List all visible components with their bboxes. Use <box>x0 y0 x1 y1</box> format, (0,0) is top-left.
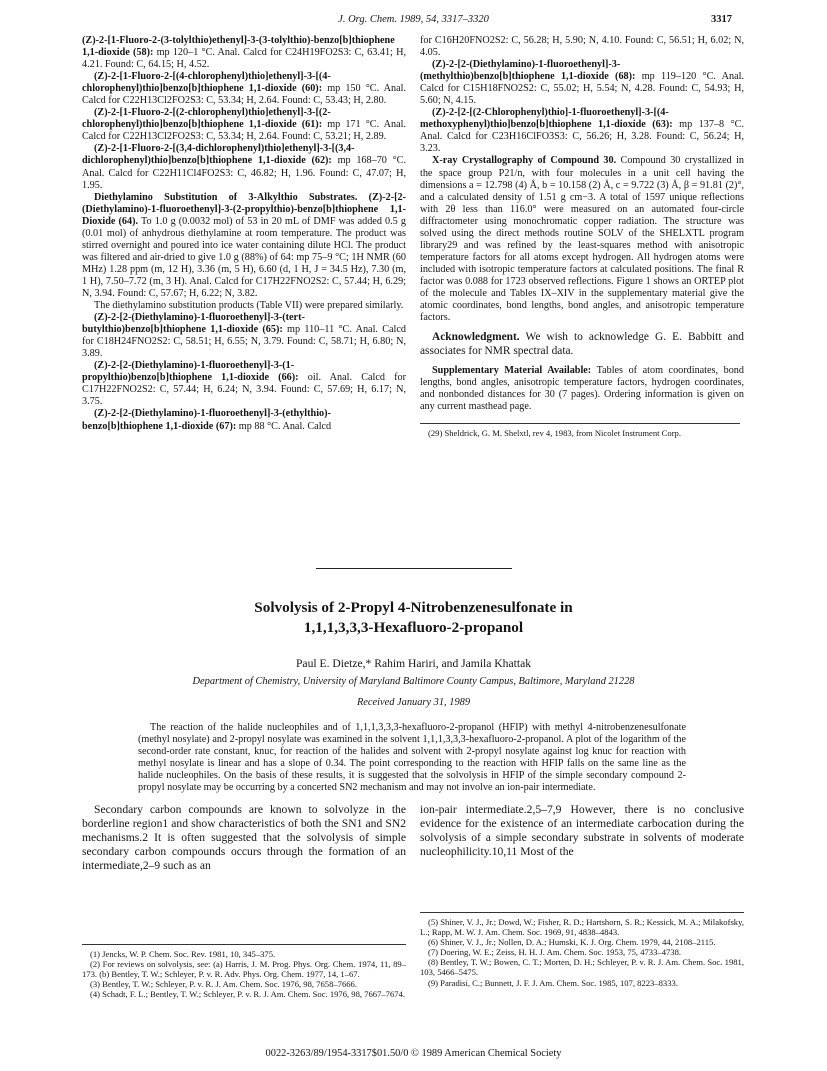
footnote-9: (9) Paradisi, C.; Bunnett, J. F. J. Am. Chem. Soc. 1985, 107, 8223–8333. <box>428 977 678 988</box>
footnote-rule-left <box>82 944 406 945</box>
footnote-2: (2) For reviews on solvolysis, see: (a) Harris, J. M. Prog. Phys. Org. Chem. 1974, 11, 89–173. (b) Bentley, T. W.; Schleyer, P. v. R. Adv. Phys. Org. Chem. 1977, 14, 1–67. <box>82 959 406 980</box>
article-abstract: The reaction of the halide nucleophiles and of 1,1,1,3,3,3-hexafluoro-2-propanol (HFIP) with methyl 4-nitrobenzenesulfonate (methyl nosylate) and 2-propyl nosylate was examined in the solvent 1,1,1,3,3,3-hexafluoro-2-propanol. A plot of the logarithm of the second-order rate constant, knuc, for reaction of the halides and solvent with 2-propyl nosylate against log knuc for reaction with methyl nosylate is linear and has a slope of 0.34. The point corresponding to the reaction with HFIP falls on the same line as the halide nucleophiles. On the basis of these results, it is suggested that the solvolysis in HFIP of the simple secondary compound 2-propyl nosylate may be occurring by a concerted SN2 mechanism and may not involve an ion-pair intermediate. <box>138 722 686 794</box>
compound-60-data: mp 150 °C. Anal. Calcd for C22H13Cl2FO2S3: C, 53.34; H, 2.64. Found: C, 53.43; H, 2.80. <box>82 83 407 107</box>
right-column <box>420 35 744 438</box>
compound-66-name: (Z)-2-[2-(Diethylamino)-1-fluoroethenyl]-3-(1-propylthio)benzo[b]thiophene 1,1-dioxide (66): <box>82 360 299 384</box>
compound-63-name: (Z)-2-[2-[(2-Chlorophenyl)thio]-1-fluoroethenyl]-3-[(4-methoxyphenyl)thio]benzo[b]thiophene 1,1-dioxide (63): <box>420 107 673 131</box>
acknowledgment-heading: Acknowledgment. <box>432 331 520 344</box>
footnote-4: (4) Schadt, F. L.; Bentley, T. W.; Schleyer, P. v. R. J. Am. Chem. Soc. 1976, 98, 7667–7674. <box>90 989 406 1000</box>
compound-61-name: (Z)-2-[1-Fluoro-2-[(2-chlorophenyl)thio]ethenyl]-3-[(2-chlorophenyl)thio]benzo[b]thiophene 1,1-dioxide (61): <box>82 107 331 131</box>
xray-heading: X-ray Crystallography of Compound 30. <box>432 155 617 167</box>
footnote-5: (5) Shiner, V. J., Jr.; Dowd, W.; Fisher, R. D.; Hartshorn, S. R.; Kessick, M. A.; Milakofsky, L.; Rapp, M. W. J. Am. Chem. Soc. 1969, 91, 4838–4843. <box>420 917 744 938</box>
footnotes-right <box>420 917 744 988</box>
compound-67-data-cont: for C16H20FNO2S2: C, 56.28; H, 5.90; N, 4.10. Found: C, 56.51; H, 6.02; N, 4.05. <box>420 35 744 59</box>
body-left-text: Secondary carbon compounds are known to solvolyze in the borderline region1 and show characteristics of both the SN1 and SN2 mechanisms.2 It is often suggested that the solvolysis of simple secondary carbon compounds occurs through the formation of an intermediate,2–9 such as an <box>82 803 406 872</box>
body-right <box>420 803 744 859</box>
compound-58-name: (Z)-2-[1-Fluoro-2-(3-tolylthio)ethenyl]-3-(3-tolylthio)-benzo[b]thiophene 1,1-dioxide (58): <box>82 35 395 59</box>
compound-68-name: (Z)-2-[2-(Diethylamino)-1-fluoroethenyl]-3-(methylthio)benzo[b]thiophene 1,1-dioxide (68): <box>420 59 636 83</box>
footnote-8: (8) Bentley, T. W.; Bowen, C. T.; Morten, D. H.; Schleyer, P. v. R. J. Am. Chem. Soc. 1981, 103, 5466–5475. <box>420 957 744 978</box>
paragraph-table-vii: The diethylamino substitution products (Table VII) were prepared similarly. <box>94 300 404 312</box>
compound-65-name: (Z)-2-[2-(Diethylamino)-1-fluoroethenyl]-3-(tert-butylthio)benzo[b]thiophene 1,1-dioxide (65): <box>82 312 305 336</box>
body-left <box>82 803 406 873</box>
compound-62-data: mp 168–70 °C. Anal. Calcd for C22H11Cl4FO2S3: C, 46.82; H, 1.96. Found: C, 47.07; H, 1.95. <box>82 155 407 191</box>
running-header: J. Org. Chem. 1989, 54, 3317–3320 <box>338 14 489 25</box>
compound-68-data: mp 119–120 °C. Anal. Calcd for C15H18FNO2S2: C, 55.02; H, 5.54; N, 4.28. Found: C, 54.93; H, 5.60; N, 4.15. <box>420 71 744 107</box>
compound-60-name: (Z)-2-[1-Fluoro-2-[(4-chlorophenyl)thio]ethenyl]-3-[(4-chlorophenyl)thio]benzo[b]thiophene 1,1-dioxide (60): <box>82 71 331 95</box>
left-column <box>82 35 406 433</box>
acknowledgment-text: We wish to acknowledge G. E. Babbitt and associates for NMR spectral data. <box>420 331 744 357</box>
footnote-7: (7) Doering, W. E.; Zeiss, H. H. J. Am. Chem. Soc. 1953, 75, 4733–4738. <box>428 947 682 958</box>
page-footer: 0022-3263/89/1954-3317$01.50/0 © 1989 American Chemical Society <box>265 1048 562 1059</box>
footnote-29: (29) Sheldrick, G. M. Shelxtl, rev 4, 1983, from Nicolet Instrument Corp. <box>428 428 681 439</box>
article-authors: Paul E. Dietze,* Rahim Hariri, and Jamila Khattak <box>295 657 532 670</box>
compound-64-procedure: To 1.0 g (0.0032 mol) of 53 in 20 mL of DMF was added 0.5 g (0.01 mol) of anhydrous diethylamine at room temperature. The product was stirred overnight and poured into ice water containing dilute HCl. The product was filtered and air-dried to give 1.0 g (88%) of 64: mp 75–9 °C; 1H NMR (60 MHz) 1.28 ppm (m, 12 H), 3.36 (m, 5 H), 6.60 (d, 1 H, J = 34.5 Hz), 7.30 (m, 1 H), 7.50–7.72 (m, 3 H). Anal. Calcd for C17H22FNO2S2: C, 57.44; H, 6.29; N, 3.94. Found: C, 57.67; H, 6.22; N, 3.82. <box>82 215 406 299</box>
compound-67-data: mp 88 °C. Anal. Calcd <box>238 420 332 432</box>
compound-67-name: (Z)-2-[2-(Diethylamino)-1-fluoroethenyl]-3-(ethylthio)-benzo[b]thiophene 1,1-dioxide (67): <box>82 408 331 432</box>
compound-64-name: (Z)-2-[2-(Diethylamino)-1-fluoroethenyl]-3-(2-propylthio)-benzo[b]thiophene 1,1-Dioxide (64). <box>82 191 407 227</box>
compound-62-name: (Z)-2-[1-Fluoro-2-[(3,4-dichlorophenyl)thio]ethenyl]-3-[(3,4-dichlorophenyl)thio]benzo[b]thiophene 1,1-dioxide (62): <box>82 143 355 167</box>
compound-65-data: mp 110–11 °C. Anal. Calcd for C18H24FNO2S2: C, 58.51; H, 6.55; N, 3.79. Found: C, 58.71; H, 6.80; N, 3.89. <box>82 324 406 360</box>
supplementary-text: Tables of atom coordinates, bond lengths, bond angles, anisotropic temperature factors, hydrogen coordinates, and nonbonded distances for 30 (7 pages). Ordering information is given on any current masthead page. <box>420 365 744 413</box>
compound-61-data: mp 171 °C. Anal. Calcd for C22H13Cl2FO2S3: C, 53.34; H, 2.64. Found: C, 53.21; H, 2.89. <box>82 119 407 143</box>
footnote-1: (1) Jencks, W. P. Chem. Soc. Rev. 1981, 10, 345–375. <box>90 949 276 959</box>
body-right-text: ion-pair intermediate.2,5–7,9 However, there is no conclusive evidence for the existence of an intermediate carbocation during the solvolysis of a simple secondary substrate in solvents of moderate nucleophilicity.10,11 Most of the <box>420 803 744 858</box>
received-date: Received January 31, 1989 <box>356 697 471 708</box>
compound-66-data: oil. Anal. Calcd for C17H22FNO2S2: C, 57.44; H, 6.24; N, 3.94. Found: C, 57.69; H, 6.17; N, 3.75. <box>82 372 407 408</box>
xray-text: Compound 30 crystallized in the space group P21/n, with four molecules in a unit cell having the dimensions a = 12.798 (4) Å, b = 10.158 (2) Å, c = 9.722 (3) Å, β = 91.81 (2)°, and a calculated density of 1.51 g cm−3. A total of 1597 unique reflections with 2θ less than 116.0° were measured on an automated four-circle diffractometer using monochromatic copper radiation. The structure was solved using the direct methods routine SOLV of the SHELXTL program library29 and was refined by the least-squares method with anisotropic temperature factors for all atoms except hydrogen. All hydrogen atoms were included with isotropic temperature factors at calculated positions. The final R factor was 0.088 for 1723 observed reflections. Figure 1 shows an ORTEP plot of the molecule and Tables IX–XIV in the supplementary material give the atomic coordinates, bond lengths, bond angles, and anisotropic temperature factors. <box>420 155 745 324</box>
compound-63-data: mp 137–8 °C. Anal. Calcd for C23H16ClFO3S3: C, 56.26; H, 3.28. Found: C, 56.24; H, 3.23. <box>420 119 744 155</box>
footnotes-left <box>82 949 406 999</box>
article-title: Solvolysis of 2-Propyl 4-Nitrobenzenesulfonate in 1,1,1,3,3,3-Hexafluoro-2-propanol <box>254 599 573 636</box>
footnote-rule <box>420 423 740 424</box>
footnote-3: (3) Bentley, T. W.; Schleyer, P. v. R. J. Am. Chem. Soc. 1976, 98, 7658–7666. <box>90 979 358 990</box>
page-number: 3317 <box>711 14 732 25</box>
article-separator <box>316 568 512 569</box>
footnote-6: (6) Shiner, V. J., Jr.; Nollen, D. A.; Humski, K. J. Org. Chem. 1979, 44, 2108–2115. <box>428 937 716 948</box>
supplementary-heading: Supplementary Material Available: <box>432 365 592 377</box>
article-affiliation: Department of Chemistry, University of Maryland Baltimore County Campus, Baltimore, Maryland 21228 <box>192 676 635 687</box>
compound-58-data: mp 120–1 °C. Anal. Calcd for C24H19FO2S3: C, 63.41; H, 4.21. Found: C, 64.15; H, 4.52. <box>82 47 406 71</box>
footnote-rule-right <box>420 912 744 913</box>
section-heading: Diethylamino Substitution of 3-Alkylthio Substrates. <box>94 191 358 203</box>
